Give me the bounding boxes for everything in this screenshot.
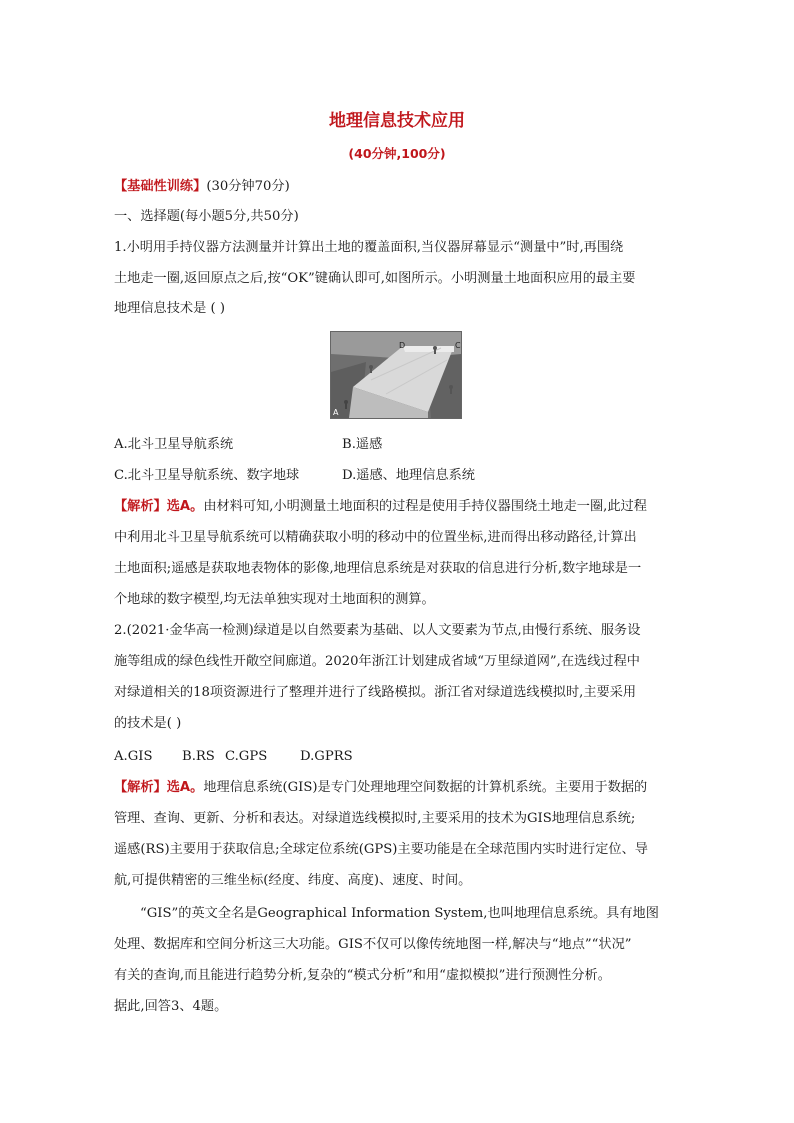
q2-option-a: A.GIS — [114, 749, 153, 764]
section-header — [114, 178, 686, 196]
q2-option-d: D.GPRS — [300, 749, 353, 764]
q1-analysis-line-1: 【解析】选A。由材料可知,小明测量土地面积的过程是使用手持仪器围绕土地走一圈,此过程 — [114, 499, 647, 514]
q1-option-b: B.遥感 — [342, 437, 383, 452]
q2-line-2: 施等组成的绿色线性开敞空间廊道。2020年浙江计划建成省域“万里绿道网”,在选线过程中 — [114, 654, 640, 669]
part-title: 一、选择题(每小题5分,共50分) — [114, 209, 299, 224]
figure-point-c: C — [455, 341, 461, 350]
q2-line-4: 的技术是( ) — [114, 716, 182, 731]
q2-analysis-line-1: 【解析】选A。地理信息系统(GIS)是专门处理地理空间数据的计算机系统。主要用于数据的 — [114, 780, 648, 795]
q1-line-3: 地理信息技术是 ( ) — [114, 301, 225, 316]
passage-line-3: 有关的查询,而且能进行趋势分析,复杂的“模式分析”和用“虚拟模拟”进行预测性分析。 — [114, 968, 611, 983]
passage-line-4: 据此,回答3、4题。 — [114, 999, 228, 1014]
q1-option-c: C.北斗卫星导航系统、数字地球 — [114, 468, 300, 483]
q2-line-1: 2.(2021·金华高一检测)绿道是以自然要素为基础、以人文要素为节点,由慢行系统、服务设 — [114, 623, 641, 638]
land-survey-illustration — [331, 332, 461, 418]
page-title: 地理信息技术应用 — [329, 111, 465, 131]
figure-point-a: A — [333, 408, 339, 417]
q2-option-b: B.RS — [182, 749, 215, 764]
q2-line-3: 对绿道相关的18项资源进行了整理并进行了线路模拟。浙江省对绿道选线模拟时,主要采用 — [114, 685, 637, 700]
q1-analysis-line-2: 中利用北斗卫星导航系统可以精确获取小明的移动中的位置坐标,进而得出移动路径,计算出 — [114, 530, 637, 545]
q2-analysis-line-2: 管理、查询、更新、分析和表达。对绿道选线模拟时,主要采用的技术为GIS地理信息系统; — [114, 811, 636, 826]
q1-option-a: A.北斗卫星导航系统 — [114, 437, 234, 452]
q2-analysis-line-3: 遥感(RS)主要用于获取信息;全球定位系统(GPS)主要功能是在全球范围内实时进行定位、导 — [114, 842, 648, 857]
q1-analysis-line-4: 个地球的数字模型,均无法单独实现对土地面积的测算。 — [114, 592, 435, 607]
page-subtitle: (40分钟,100分) — [348, 146, 446, 161]
q2-analysis-tag: 【解析】选A。 — [114, 780, 204, 795]
q1-figure — [330, 331, 462, 419]
q2-option-c: C.GPS — [225, 749, 268, 764]
figure-point-d: D — [399, 341, 406, 350]
passage-line-1: “GIS”的英文全名是Geographical Information System,也叫地理信息系统。具有地图 — [140, 906, 659, 921]
q1-line-1: 1.小明用手持仪器方法测量并计算出土地的覆盖面积,当仪器屏幕显示“测量中”时,再围绕 — [114, 240, 624, 255]
q1-analysis-line-3: 土地面积;遥感是获取地表物体的影像,地理信息系统是对获取的信息进行分析,数字地球是一 — [114, 561, 642, 576]
q2-analysis-line-4: 航,可提供精密的三维坐标(经度、纬度、高度)、速度、时间。 — [114, 873, 472, 888]
q1-option-d: D.遥感、地理信息系统 — [342, 468, 475, 483]
section-tag: 【基础性训练】 — [114, 179, 207, 194]
passage-line-2: 处理、数据库和空间分析这三大功能。GIS不仅可以像传统地图一样,解决与“地点”“状况” — [114, 937, 632, 952]
section-time: (30分钟70分) — [206, 179, 290, 194]
q1-analysis-tag: 【解析】选A。 — [114, 499, 204, 514]
q1-line-2: 土地走一圈,返回原点之后,按“OK”键确认即可,如图所示。小明测量土地面积应用的最主要 — [114, 271, 636, 286]
